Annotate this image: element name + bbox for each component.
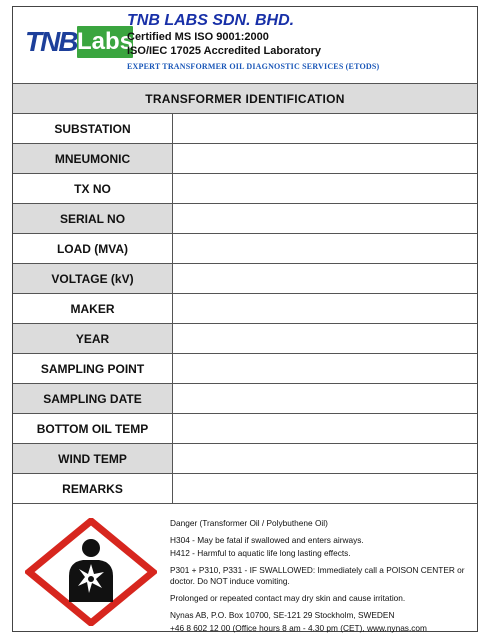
row-label: TX NO xyxy=(13,174,173,203)
row-label: SAMPLING DATE xyxy=(13,384,173,413)
table-row xyxy=(13,324,477,354)
certification-iso9001: Certified MS ISO 9001:2000 xyxy=(127,31,269,43)
table-row xyxy=(13,114,477,144)
table-row xyxy=(13,234,477,264)
supplier-address: Nynas AB, P.O. Box 10700, SE-121 29 Stockholm, SWEDEN xyxy=(170,610,395,620)
certification-iso17025: ISO/IEC 17025 Accredited Laboratory xyxy=(127,45,321,57)
hazard-statement-h304: H304 - May be fatal if swallowed and enters airways. xyxy=(170,535,364,545)
row-label: VOLTAGE (kV) xyxy=(13,264,173,293)
identification-table xyxy=(13,83,477,504)
row-value-field[interactable] xyxy=(173,264,477,293)
logo-tnb-text: TNB xyxy=(25,26,77,57)
logo-labs-text: Labs xyxy=(77,26,133,58)
table-row xyxy=(13,144,477,174)
row-value-field[interactable] xyxy=(173,444,477,473)
tnb-labs-logo xyxy=(25,24,133,62)
hazard-section xyxy=(13,512,477,633)
precaution-p301: P301 + P310, P331 - IF SWALLOWED: Immediately call a POISON CENTER or doctor. Do NOT induce vomiting. xyxy=(170,565,465,586)
row-value-field[interactable] xyxy=(173,414,477,443)
table-row xyxy=(13,474,477,504)
hazard-statement-h412: H412 - Harmful to aquatic life long lasting effects. xyxy=(170,548,351,558)
table-row xyxy=(13,294,477,324)
table-row xyxy=(13,384,477,414)
table-row xyxy=(13,414,477,444)
company-name: TNB LABS SDN. BHD. xyxy=(127,12,295,29)
label-sheet xyxy=(12,6,478,632)
table-row xyxy=(13,204,477,234)
row-label: SERIAL NO xyxy=(13,204,173,233)
precaution-prolonged: Prolonged or repeated contact may dry skin and cause irritation. xyxy=(170,593,406,603)
table-row xyxy=(13,444,477,474)
row-value-field[interactable] xyxy=(173,474,477,503)
row-label: REMARKS xyxy=(13,474,173,503)
row-value-field[interactable] xyxy=(173,324,477,353)
row-value-field[interactable] xyxy=(173,384,477,413)
row-label: BOTTOM OIL TEMP xyxy=(13,414,173,443)
row-value-field[interactable] xyxy=(173,144,477,173)
services-tagline: EXPERT TRANSFORMER OIL DIAGNOSTIC SERVICES (ETODS) xyxy=(127,62,380,71)
row-label: MNEUMONIC xyxy=(13,144,173,173)
row-label: SAMPLING POINT xyxy=(13,354,173,383)
row-label: YEAR xyxy=(13,324,173,353)
table-row xyxy=(13,264,477,294)
row-value-field[interactable] xyxy=(173,234,477,263)
row-label: WIND TEMP xyxy=(13,444,173,473)
row-value-field[interactable] xyxy=(173,354,477,383)
row-value-field[interactable] xyxy=(173,174,477,203)
table-row xyxy=(13,354,477,384)
row-label: SUBSTATION xyxy=(13,114,173,143)
supplier-phone: +46 8 602 12 00 (Office hours 8 am - 4.30 pm (CET), www.nynas.com xyxy=(170,623,427,633)
row-label: MAKER xyxy=(13,294,173,323)
header xyxy=(13,7,477,83)
hazard-text xyxy=(170,518,470,640)
danger-heading: Danger (Transformer Oil / Polybuthene Oil) xyxy=(170,518,328,528)
table-title: TRANSFORMER IDENTIFICATION xyxy=(13,84,477,114)
row-label: LOAD (MVA) xyxy=(13,234,173,263)
table-row xyxy=(13,174,477,204)
health-hazard-icon xyxy=(25,518,157,626)
row-value-field[interactable] xyxy=(173,204,477,233)
row-value-field[interactable] xyxy=(173,114,477,143)
row-value-field[interactable] xyxy=(173,294,477,323)
